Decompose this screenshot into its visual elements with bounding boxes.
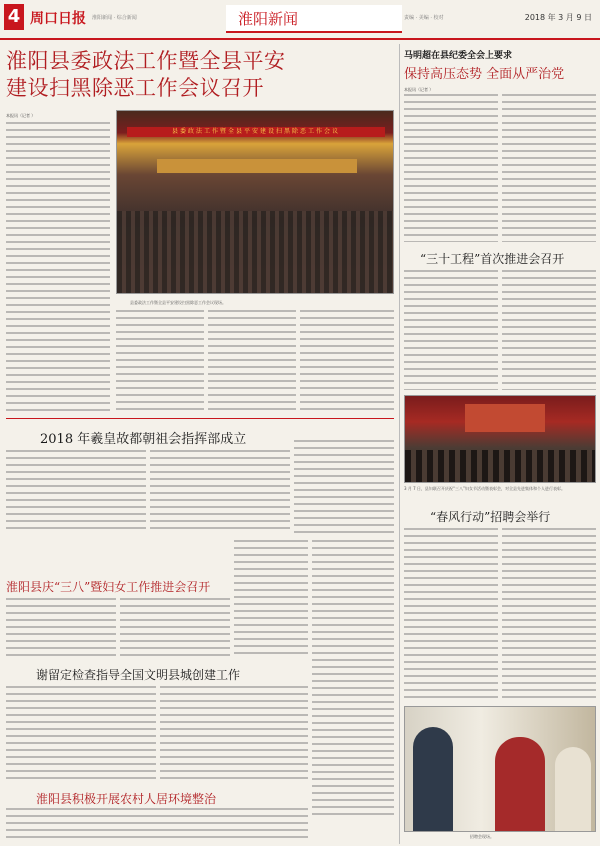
right-byline: 本报讯（记者 ） xyxy=(404,87,434,92)
story-body-chunfeng-col2 xyxy=(502,528,596,700)
job-fair-person-right xyxy=(555,747,591,832)
story-body-sanshi-col2 xyxy=(502,270,596,390)
story-headline-sanba: 淮阳县庆“三八”暨妇女工作推进会召开 xyxy=(6,580,211,594)
story-body-side xyxy=(294,440,394,534)
story-body-wenming-col1 xyxy=(6,686,156,782)
womens-day-photo-audience xyxy=(405,450,596,483)
story-headline-renju: 淮阳县积极开展农村人居环境整治 xyxy=(36,792,217,806)
issue-date: 2018 年 3 月 9 日 xyxy=(524,13,592,22)
job-fair-person-center xyxy=(495,737,545,832)
lead-body-col1 xyxy=(6,122,110,412)
lead-body-col4 xyxy=(300,310,394,412)
story-body-sanshi-col1 xyxy=(404,270,498,390)
story-body-sanba-col2 xyxy=(120,598,230,658)
lead-body-col3 xyxy=(208,310,296,412)
right-body-col2 xyxy=(502,94,596,242)
meta-left: 淮阳新闻 · 综合新闻 xyxy=(92,15,137,21)
story-body-chaozuhui-col2 xyxy=(150,450,290,534)
story-headline-sanshi: “三十工程”首次推进会召开 xyxy=(420,252,565,266)
job-fair-photo xyxy=(404,706,596,832)
page-number: 4 xyxy=(4,4,24,30)
lead-divider xyxy=(6,418,394,419)
story-body-right-column xyxy=(312,540,394,820)
job-fair-person-left xyxy=(413,727,453,832)
section-title: 淮阳新闻 xyxy=(238,10,299,28)
story-headline-chunfeng: “春风行动”招聘会举行 xyxy=(430,510,551,524)
job-fair-photo-caption: 招聘会现场。 xyxy=(470,834,494,839)
womens-day-photo-board xyxy=(465,404,545,432)
story-headline-chaozuhui: 2018 年羲皇故都朝祖会指挥部成立 xyxy=(40,432,247,447)
masthead xyxy=(0,0,600,40)
right-kicker: 马明超在县纪委全会上要求 xyxy=(404,51,513,61)
lead-byline: 本报讯（记者 ） xyxy=(6,113,36,118)
story-body-renju xyxy=(6,808,308,842)
right-body-col1 xyxy=(404,94,498,242)
story-body-sanba-col3 xyxy=(234,540,308,658)
lead-headline-line2: 建设扫黑除恶工作会议召开 xyxy=(6,76,264,100)
lead-photo xyxy=(116,110,394,294)
paper-name: 周口日报 xyxy=(30,11,86,27)
story-body-chaozuhui-col1 xyxy=(6,450,146,534)
story-headline-wenming: 谢留定检查指导全国文明县城创建工作 xyxy=(36,668,241,682)
lead-headline-line1: 淮阳县委政法工作暨全县平安 xyxy=(6,49,286,73)
lead-photo-banner: 县委政法工作暨全县平安建设扫黑除恶工作会议 xyxy=(127,127,385,137)
lead-photo-audience xyxy=(117,211,394,294)
column-divider xyxy=(399,44,400,844)
lead-photo-caption: 县委政法工作暨全县平安建设扫黑除恶工作会议现场。 xyxy=(130,300,226,305)
womens-day-photo xyxy=(404,395,596,483)
lead-body-col2 xyxy=(116,310,204,412)
lead-photo-stage xyxy=(157,159,357,173)
story-body-chunfeng-col1 xyxy=(404,528,498,700)
womens-day-photo-caption: 3 月 7 日，县妇联召开庆祝“三八”妇女节活动暨表彰会，对全县先进集体和个人进行表彰。 xyxy=(404,486,566,491)
story-body-sanba-col1 xyxy=(6,598,116,658)
story-body-wenming-col2 xyxy=(160,686,308,782)
right-headline: 保持高压态势 全面从严治党 xyxy=(404,67,565,82)
lead-headline xyxy=(6,48,394,102)
meta-right: 责编 · 美编 · 校对 xyxy=(404,15,444,21)
